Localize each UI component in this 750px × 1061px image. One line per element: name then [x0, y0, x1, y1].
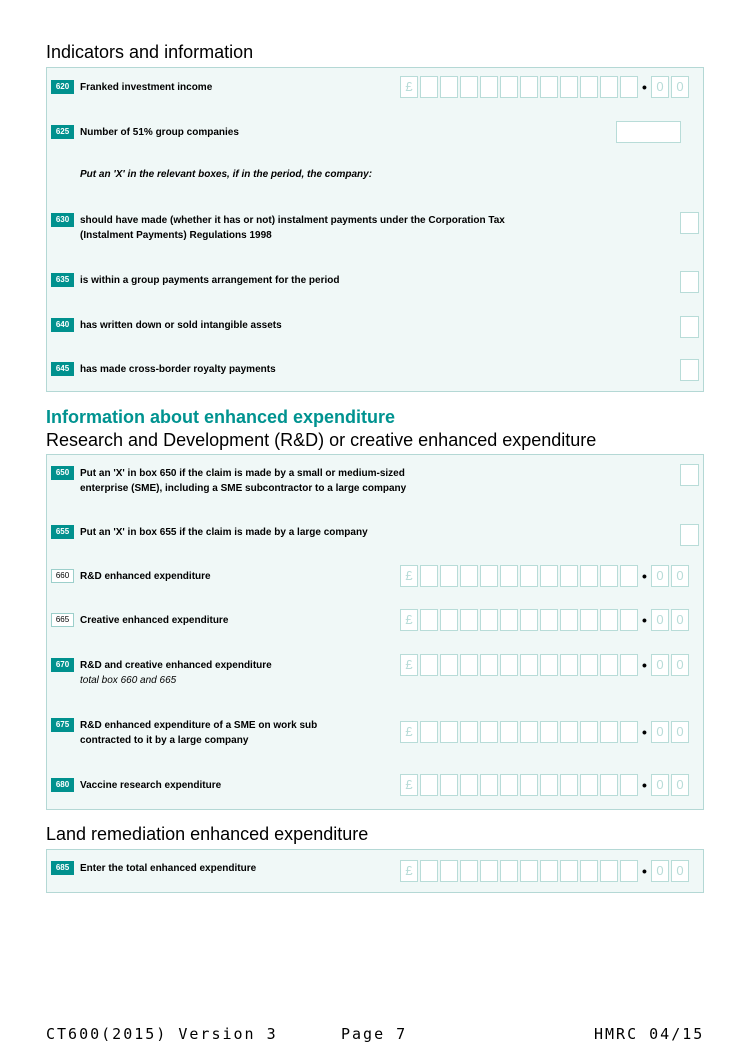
digit-cell[interactable] [580, 774, 598, 796]
digit-cell[interactable] [600, 565, 618, 587]
amount-field-675[interactable] [400, 721, 691, 743]
indicators-panel [46, 67, 704, 392]
box-number-645: 645 [51, 362, 74, 376]
digit-cell[interactable] [520, 774, 538, 796]
digit-cell[interactable] [560, 774, 578, 796]
digit-cell[interactable] [540, 76, 558, 98]
digit-cell[interactable] [440, 76, 458, 98]
page-number: Page 7 [341, 1025, 408, 1043]
digit-cell[interactable] [540, 860, 558, 882]
checkbox-640[interactable] [680, 316, 699, 338]
box-number-675: 675 [51, 718, 74, 732]
group-companies-input[interactable] [616, 121, 681, 143]
digit-cell[interactable] [620, 654, 638, 676]
digit-cell[interactable] [480, 565, 498, 587]
digit-cell[interactable] [580, 76, 598, 98]
label-675: R&D enhanced expenditure of a SME on work sub contracted to it by a large company [80, 720, 318, 746]
form-version: CT600(2015) Version 3 [46, 1025, 278, 1043]
digit-cell[interactable] [580, 654, 598, 676]
decimal-point: • [642, 777, 647, 793]
pence-cell[interactable]: 0 [651, 76, 669, 98]
land-panel [46, 849, 704, 893]
currency-symbol-cell: £ [400, 774, 418, 796]
digit-cell[interactable] [420, 654, 438, 676]
pence-cell[interactable]: 0 [671, 654, 689, 676]
pence-cell[interactable]: 0 [671, 76, 689, 98]
pence-cell[interactable]: 0 [651, 774, 669, 796]
digit-cell[interactable] [460, 609, 478, 631]
rd-subheading: Research and Development (R&D) or creative enhanced expenditure [46, 430, 597, 450]
digit-cell[interactable] [540, 565, 558, 587]
digit-cell[interactable] [600, 721, 618, 743]
label-630: should have made (whether it has or not) instalment payments under the Corporation Tax (Instalment Payments) Regulations 1998 [80, 215, 505, 241]
pence-cell[interactable]: 0 [651, 654, 669, 676]
pence-cell[interactable]: 0 [671, 721, 689, 743]
currency-symbol-cell: £ [400, 609, 418, 631]
label-640: has written down or sold intangible assets [80, 320, 282, 331]
digit-cell[interactable] [520, 654, 538, 676]
digit-cell[interactable] [620, 76, 638, 98]
issuer-date: HMRC 04/15 [594, 1025, 705, 1043]
digit-cell[interactable] [600, 609, 618, 631]
digit-cell[interactable] [520, 565, 538, 587]
digit-cell[interactable] [420, 76, 438, 98]
digit-cell[interactable] [440, 565, 458, 587]
decimal-point: • [642, 79, 647, 95]
pence-cell[interactable]: 0 [671, 774, 689, 796]
amount-field-665[interactable] [400, 609, 691, 631]
digit-cell[interactable] [460, 565, 478, 587]
currency-symbol-cell: £ [400, 76, 418, 98]
digit-cell[interactable] [500, 721, 518, 743]
instruction-text: Put an 'X' in the relevant boxes, if in the period, the company: [80, 169, 373, 180]
checkbox-630[interactable] [680, 212, 699, 234]
currency-symbol-cell: £ [400, 654, 418, 676]
digit-cell[interactable] [460, 774, 478, 796]
digit-cell[interactable] [440, 860, 458, 882]
digit-cell[interactable] [420, 860, 438, 882]
decimal-point: • [642, 657, 647, 673]
box-number-650: 650 [51, 466, 74, 480]
currency-symbol-cell: £ [400, 565, 418, 587]
pence-cell[interactable]: 0 [651, 609, 669, 631]
digit-cell[interactable] [580, 565, 598, 587]
pence-cell[interactable]: 0 [651, 721, 669, 743]
digit-cell[interactable] [560, 721, 578, 743]
digit-cell[interactable] [480, 721, 498, 743]
box-number-660: 660 [51, 569, 74, 583]
digit-cell[interactable] [460, 721, 478, 743]
decimal-point: • [642, 724, 647, 740]
digit-cell[interactable] [560, 860, 578, 882]
digit-cell[interactable] [500, 609, 518, 631]
box-number-665: 665 [51, 613, 74, 627]
label-685: Enter the total enhanced expenditure [80, 863, 257, 874]
digit-cell[interactable] [560, 565, 578, 587]
checkbox-645[interactable] [680, 359, 699, 381]
amount-field-670[interactable] [400, 654, 691, 676]
digit-cell[interactable] [560, 654, 578, 676]
digit-cell[interactable] [420, 565, 438, 587]
label-625: Number of 51% group companies [80, 127, 239, 138]
digit-cell[interactable] [580, 609, 598, 631]
digit-cell[interactable] [620, 609, 638, 631]
digit-cell[interactable] [620, 774, 638, 796]
box-number-625: 625 [51, 125, 74, 139]
label-680: Vaccine research expenditure [80, 780, 222, 791]
digit-cell[interactable] [440, 721, 458, 743]
digit-cell[interactable] [560, 76, 578, 98]
digit-cell[interactable] [600, 860, 618, 882]
digit-cell[interactable] [440, 609, 458, 631]
box-number-680: 680 [51, 778, 74, 792]
label-660: R&D enhanced expenditure [80, 571, 211, 582]
digit-cell[interactable] [540, 609, 558, 631]
amount-field-680[interactable] [400, 774, 691, 796]
indicators-heading: Indicators and information [46, 42, 254, 62]
digit-cell[interactable] [620, 565, 638, 587]
digit-cell[interactable] [600, 654, 618, 676]
digit-cell[interactable] [580, 721, 598, 743]
amount-field-660[interactable] [400, 565, 691, 587]
pence-cell[interactable]: 0 [671, 860, 689, 882]
label-635: is within a group payments arrangement for the period [80, 275, 340, 286]
label-670-sub: total box 660 and 665 [80, 675, 177, 686]
digit-cell[interactable] [500, 774, 518, 796]
amount-field-620[interactable] [400, 76, 691, 98]
currency-symbol-cell: £ [400, 860, 418, 882]
enhanced-heading: Information about enhanced expenditure [46, 407, 396, 427]
digit-cell[interactable] [500, 654, 518, 676]
digit-cell[interactable] [440, 654, 458, 676]
label-655: Put an 'X' in box 655 if the claim is made by a large company [80, 527, 368, 538]
label-645: has made cross-border royalty payments [80, 364, 276, 375]
digit-cell[interactable] [480, 654, 498, 676]
digit-cell[interactable] [420, 609, 438, 631]
digit-cell[interactable] [440, 774, 458, 796]
digit-cell[interactable] [420, 721, 438, 743]
digit-cell[interactable] [480, 76, 498, 98]
checkbox-635[interactable] [680, 271, 699, 293]
amount-field-685[interactable] [400, 860, 691, 882]
box-number-630: 630 [51, 213, 74, 227]
label-650: Put an 'X' in box 650 if the claim is made by a small or medium-sized enterprise (SME), including a SME subcontractor to a large company [80, 468, 407, 494]
digit-cell[interactable] [520, 721, 538, 743]
box-number-640: 640 [51, 318, 74, 332]
digit-cell[interactable] [460, 860, 478, 882]
digit-cell[interactable] [540, 721, 558, 743]
digit-cell[interactable] [480, 860, 498, 882]
box-number-670: 670 [51, 658, 74, 672]
label-620: Franked investment income [80, 82, 213, 93]
digit-cell[interactable] [540, 654, 558, 676]
land-heading: Land remediation enhanced expenditure [46, 824, 369, 844]
decimal-point: • [642, 863, 647, 879]
pence-cell[interactable]: 0 [651, 565, 669, 587]
pence-cell[interactable]: 0 [651, 860, 669, 882]
digit-cell[interactable] [560, 609, 578, 631]
enhanced-panel [46, 454, 704, 810]
digit-cell[interactable] [580, 860, 598, 882]
digit-cell[interactable] [600, 76, 618, 98]
label-665: Creative enhanced expenditure [80, 615, 229, 626]
digit-cell[interactable] [460, 654, 478, 676]
digit-cell[interactable] [480, 609, 498, 631]
digit-cell[interactable] [500, 76, 518, 98]
pence-cell[interactable]: 0 [671, 565, 689, 587]
digit-cell[interactable] [420, 774, 438, 796]
digit-cell[interactable] [500, 860, 518, 882]
digit-cell[interactable] [460, 76, 478, 98]
digit-cell[interactable] [500, 565, 518, 587]
checkbox-655[interactable] [680, 524, 699, 546]
pence-cell[interactable]: 0 [671, 609, 689, 631]
digit-cell[interactable] [540, 774, 558, 796]
decimal-point: • [642, 612, 647, 628]
digit-cell[interactable] [480, 774, 498, 796]
currency-symbol-cell: £ [400, 721, 418, 743]
box-number-655: 655 [51, 525, 74, 539]
digit-cell[interactable] [620, 721, 638, 743]
digit-cell[interactable] [520, 76, 538, 98]
digit-cell[interactable] [520, 609, 538, 631]
checkbox-650[interactable] [680, 464, 699, 486]
digit-cell[interactable] [520, 860, 538, 882]
digit-cell[interactable] [600, 774, 618, 796]
box-number-635: 635 [51, 273, 74, 287]
decimal-point: • [642, 568, 647, 584]
digit-cell[interactable] [620, 860, 638, 882]
box-number-620: 620 [51, 80, 74, 94]
label-670-main: R&D and creative enhanced expenditure [80, 660, 272, 671]
box-number-685: 685 [51, 861, 74, 875]
